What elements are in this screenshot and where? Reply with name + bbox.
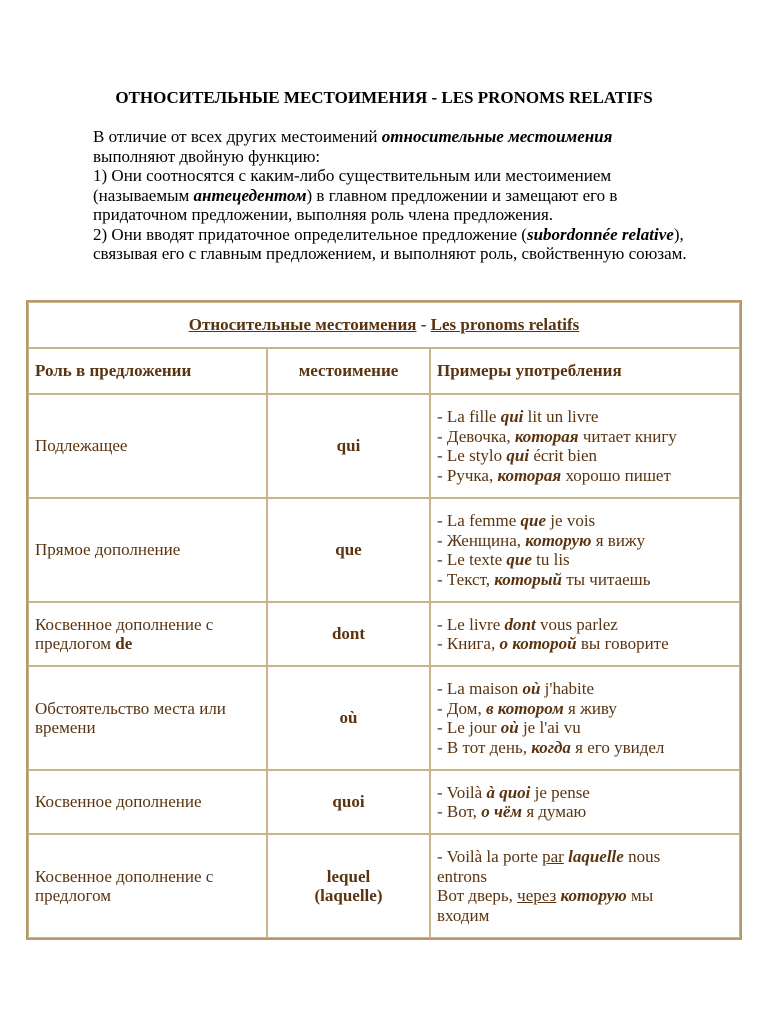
- examples-cell: [430, 834, 740, 938]
- intro-keyword: subordonnée relative: [526, 224, 674, 244]
- example-line: входим: [437, 905, 490, 925]
- pronoun-cell: qui: [267, 394, 430, 498]
- intro-keyword: антецедентом: [193, 185, 307, 205]
- example-line: - La maison où j'habite: [437, 679, 594, 698]
- intro-paragraph-1: В отличие от всех других местоимений относительные местоимения выполняют двойную функцию:: [93, 127, 613, 166]
- role-cell: Косвенное дополнение с предлогом de: [28, 602, 267, 666]
- example-line: - Дом, в котором я живу: [437, 698, 617, 718]
- pronoun-cell: que: [267, 498, 430, 602]
- example-line: - La femme que je vois: [437, 511, 596, 530]
- pronoun-cell: où: [267, 666, 430, 770]
- pronoun-cell: quoi: [267, 770, 430, 834]
- example-line: - Ручка, которая хорошо пишет: [437, 465, 671, 485]
- intro-text: [93, 127, 693, 264]
- role-cell: Косвенное дополнение с предлогом: [28, 834, 267, 938]
- example-line: - Девочка, которая читает книгу: [437, 426, 677, 446]
- examples-cell: [430, 602, 740, 666]
- example-line: - La fille qui lit un livre: [437, 407, 599, 426]
- example-line: - Le stylo qui écrit bien: [437, 446, 598, 465]
- table-header-row: [28, 348, 740, 394]
- header-role: Роль в предложении: [28, 348, 267, 394]
- examples-cell: [430, 666, 740, 770]
- role-cell: Прямое дополнение: [28, 498, 267, 602]
- example-line: - Voilà à quoi je pense: [437, 782, 590, 802]
- role-cell: Подлежащее: [28, 394, 267, 498]
- example-line: Вот дверь, через которую мы: [437, 886, 654, 905]
- table-row: [28, 666, 740, 770]
- header-examples: Примеры употребления: [430, 348, 740, 394]
- table-caption: Относительные местоимения - Les pronoms relatifs: [28, 302, 740, 348]
- role-cell: Обстоятельство места или времени: [28, 666, 267, 770]
- intro-paragraph-3: 2) Они вводят придаточное определительное предложение (subordonnée relative), связывая его с главным предложением, и выполняют роль, свойственную союзам.: [93, 224, 687, 263]
- table-row: [28, 394, 740, 498]
- pronoun-cell: lequel (laquelle): [267, 834, 430, 938]
- example-line: - Le livre dont vous parlez: [437, 614, 618, 634]
- example-line: - Книга, о которой вы говорите: [437, 634, 669, 653]
- examples-cell: [430, 770, 740, 834]
- example-line: - Женщина, которую я вижу: [437, 530, 646, 550]
- example-line: - Voilà la porte par laquelle nous: [437, 847, 661, 866]
- header-pronoun: местоимение: [267, 348, 430, 394]
- role-cell: Косвенное дополнение: [28, 770, 267, 834]
- table-row: [28, 602, 740, 666]
- example-line: - Текст, который ты читаешь: [437, 569, 651, 589]
- intro-paragraph-2: 1) Они соотносятся с каким-либо существительным или местоимением (называемым антецедентом) в главном предложении и замещают его в придаточном предложении, выполняя роль члена предложения.: [93, 166, 618, 224]
- examples-cell: [430, 394, 740, 498]
- pronoun-cell: dont: [267, 602, 430, 666]
- table-row: [28, 834, 740, 938]
- example-line: - Le texte que tu lis: [437, 550, 570, 569]
- example-line: - В тот день, когда я его увидел: [437, 737, 665, 757]
- examples-cell: [430, 498, 740, 602]
- table-row: [28, 498, 740, 602]
- intro-keyword: относительные местоимения: [381, 127, 613, 146]
- example-line: - Le jour où je l'ai vu: [437, 718, 581, 737]
- page-title: ОТНОСИТЕЛЬНЫЕ МЕСТОИМЕНИЯ - LES PRONOMS RELATIFS: [115, 88, 653, 107]
- table-row: [28, 770, 740, 834]
- example-line: entrons: [437, 866, 488, 886]
- relative-pronouns-table: [26, 300, 742, 940]
- example-line: - Вот, о чём я думаю: [437, 802, 587, 821]
